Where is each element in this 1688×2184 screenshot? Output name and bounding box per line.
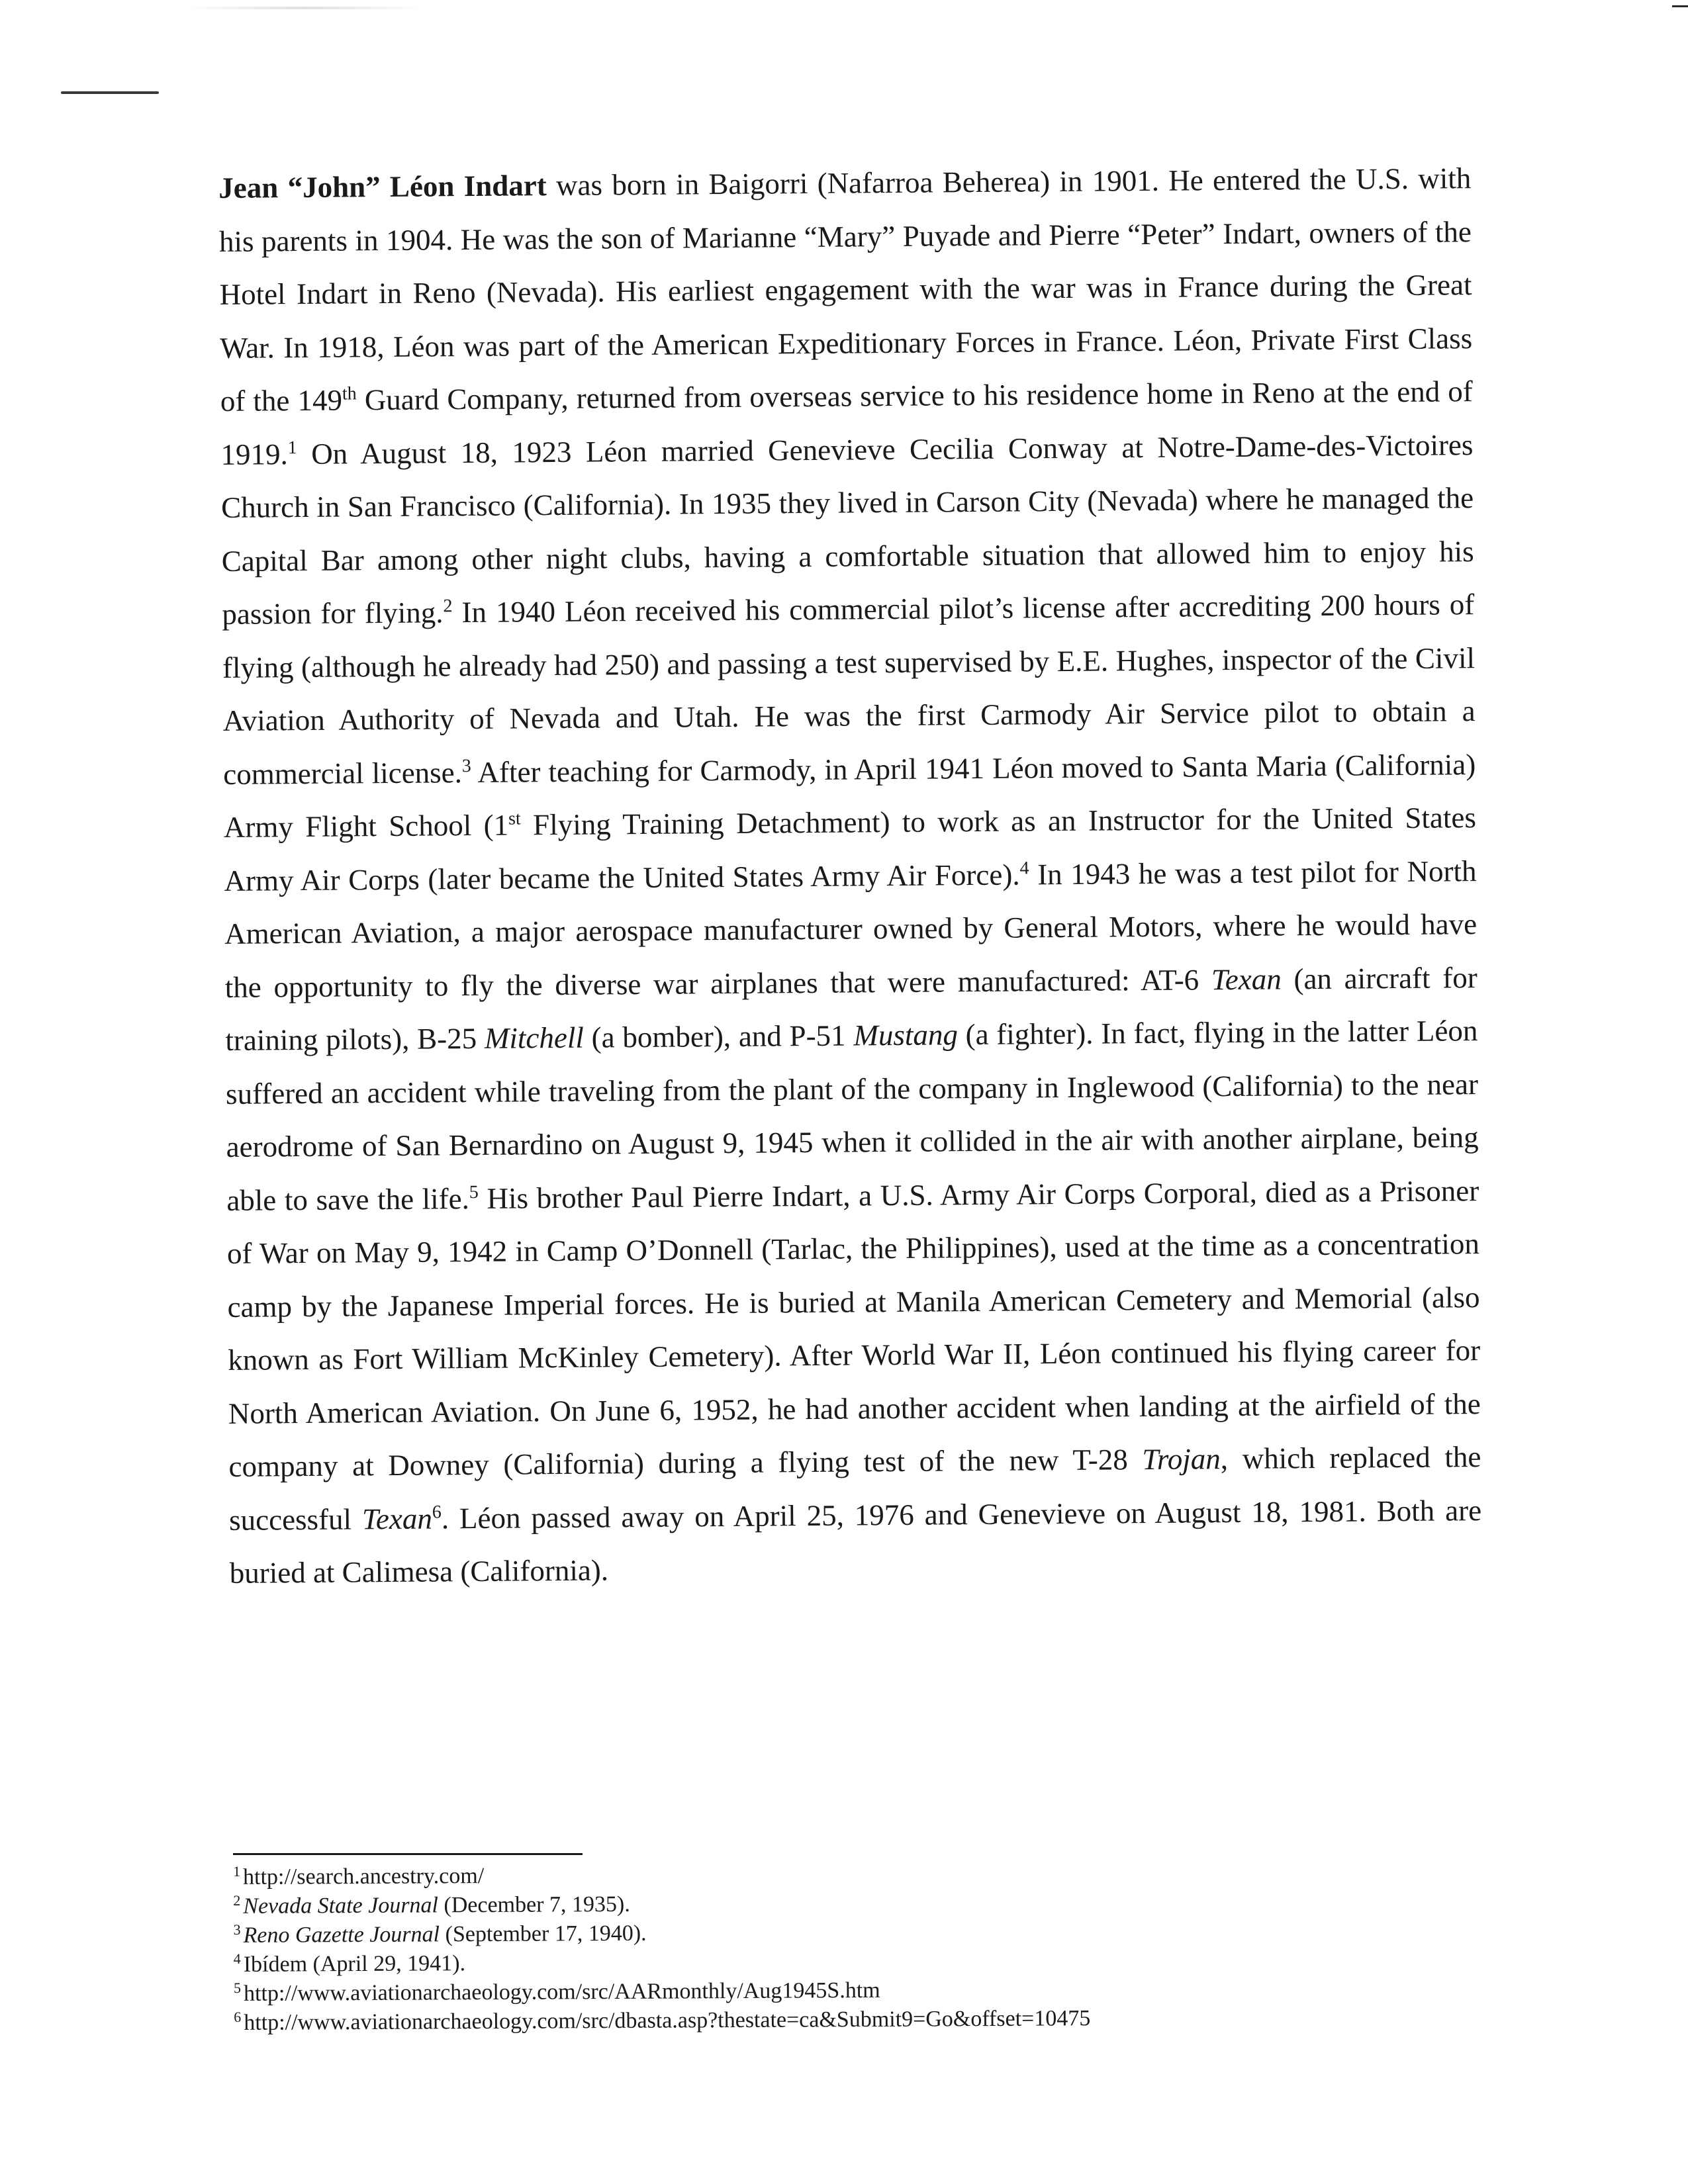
footnote-6	[234, 2002, 1491, 2038]
footnote-ref-3[interactable]: 3	[461, 755, 471, 776]
scan-artifact-right	[1672, 5, 1688, 7]
text-run: Guard Company, returned from overseas service to his residence home in Reno at the end of 1919.	[220, 375, 1473, 471]
biography-paragraph	[218, 152, 1482, 1600]
text-run: His brother Paul Pierre Indart, a U.S. Army Air Corps Corporal, died as a Prisoner of War on May 9, 1942 in Camp O’Donnell (Tarlac, the Philippines), used at the time as a concentration camp by the Japanese Imperial forces. He is buried at Manila American Cemetery and Memorial (also known as Fort William McKinley Cemetery). After World War II, Léon continued his flying career for North American Aviation. On June 6, 1952, he had another accident when landing at the airfield of the company at Downey (California) during a flying test of the new T-28	[226, 1173, 1481, 1483]
text-run: Flying Training Detachment) to work as an Instructor for the United States Army Air Corps (later became the United States Army Air Force).	[224, 801, 1477, 897]
ordinal-superscript: st	[508, 808, 521, 829]
footnote-ref-4[interactable]: 4	[1019, 857, 1029, 879]
scan-artifact-top	[185, 7, 424, 9]
aircraft-name: Trojan	[1142, 1442, 1221, 1477]
footnote-number: 3	[233, 1921, 241, 1938]
footnote-number: 5	[233, 1979, 242, 1996]
aircraft-name: Texan	[1211, 962, 1282, 996]
footnote-number: 4	[233, 1950, 241, 1967]
footnote-text[interactable]: http://search.ancestry.com/	[243, 1864, 485, 1889]
footnote-text: Ibídem (April 29, 1941).	[243, 1951, 466, 1977]
footnote-text: (December 7, 1935).	[438, 1891, 630, 1918]
subject-name: Jean “John” Léon Indart	[218, 169, 547, 205]
footnote-text[interactable]: http://www.aviationarchaeology.com/src/AARmonthly/Aug1945S.htm	[243, 1978, 880, 2006]
footnote-number: 6	[234, 2008, 242, 2025]
footnote-ref-5[interactable]: 5	[469, 1181, 479, 1203]
scan-artifact-left	[61, 91, 159, 94]
text-run: (a bomber), and P-51	[583, 1019, 854, 1054]
footnote-source: Nevada State Journal	[243, 1893, 439, 1919]
footnote-text[interactable]: http://www.aviationarchaeology.com/src/dbasta.asp?thestate=ca&Submit9=Go&offset=10475	[244, 2006, 1091, 2035]
footnote-ref-1[interactable]: 1	[287, 437, 297, 458]
footnote-text: (September 17, 1940).	[439, 1921, 647, 1947]
text-run: In 1940 Léon received his commercial pilot’s license after accrediting 200 hours of flying (although he already had 250) and passing a test supervised by E.E. Hughes, inspector of the Civil Aviation Authority of Nevada and Utah. He was the first Carmody Air Service pilot to obtain a commercial license.	[222, 588, 1476, 791]
aircraft-name: Mustang	[853, 1018, 959, 1052]
aircraft-name: Texan	[361, 1502, 433, 1535]
footnotes	[233, 1856, 1491, 2038]
text-run: On August 18, 1923 Léon married Genevieve Cecilia Conway at Notre-Dame-des-Victoires Church in San Francisco (California). In 1935 they lived in Carson City (Nevada) where he managed the Capital Bar among other night clubs, having a comfortable situation that allowed him to enjoy his passion for flying.	[220, 428, 1474, 631]
text-run: . Léon passed away on April 25, 1976 and Genevieve on August 18, 1981. Both are buried at Calimesa (California).	[229, 1493, 1482, 1590]
footnote-number: 2	[233, 1891, 241, 1909]
text-run: was born in Baigorri (Nafarroa Beherea) in 1901. He entered the U.S. with his parents in 1904. He was the son of Marianne “Mary” Puyade and Pierre “Peter” Indart, owners of the Hotel Indart in Reno (Nevada). His earliest engagement with the war was in France during the Great War. In 1918, Léon was part of the American Expeditionary Forces in France. Léon, Private First Class of the 149	[218, 161, 1473, 418]
footnote-ref-6[interactable]: 6	[432, 1501, 442, 1523]
aircraft-name: Mitchell	[484, 1021, 585, 1055]
text-run: (a fighter). In fact, flying in the latter Léon suffered an accident while traveling from the plant of the company in Inglewood (California) to the near aerodrome of San Bernardino on August 9, 1945 when it collided in the air with another airplane, being able to save the life.	[225, 1014, 1479, 1217]
footnote-source: Reno Gazette Journal	[243, 1922, 440, 1948]
footnote-ref-2[interactable]: 2	[443, 596, 453, 617]
footnote-number: 1	[232, 1862, 241, 1880]
ordinal-superscript: th	[342, 383, 357, 404]
text-run: In 1943 he was a test pilot for North American Aviation, a major aerospace manufacturer owned by General Motors, where he would have the opportunity to fly the diverse war airplanes that were manufactured: AT-6	[224, 854, 1477, 1004]
text-run: (an aircraft for training pilots), B-25	[225, 960, 1477, 1057]
text-run: , which replaced the successful	[228, 1440, 1481, 1537]
paragraph-text	[218, 152, 1482, 1600]
footnote-separator	[233, 1853, 583, 1855]
text-run: After teaching for Carmody, in April 1941 Léon moved to Santa Maria (California) Army Flight School (1	[223, 747, 1476, 844]
